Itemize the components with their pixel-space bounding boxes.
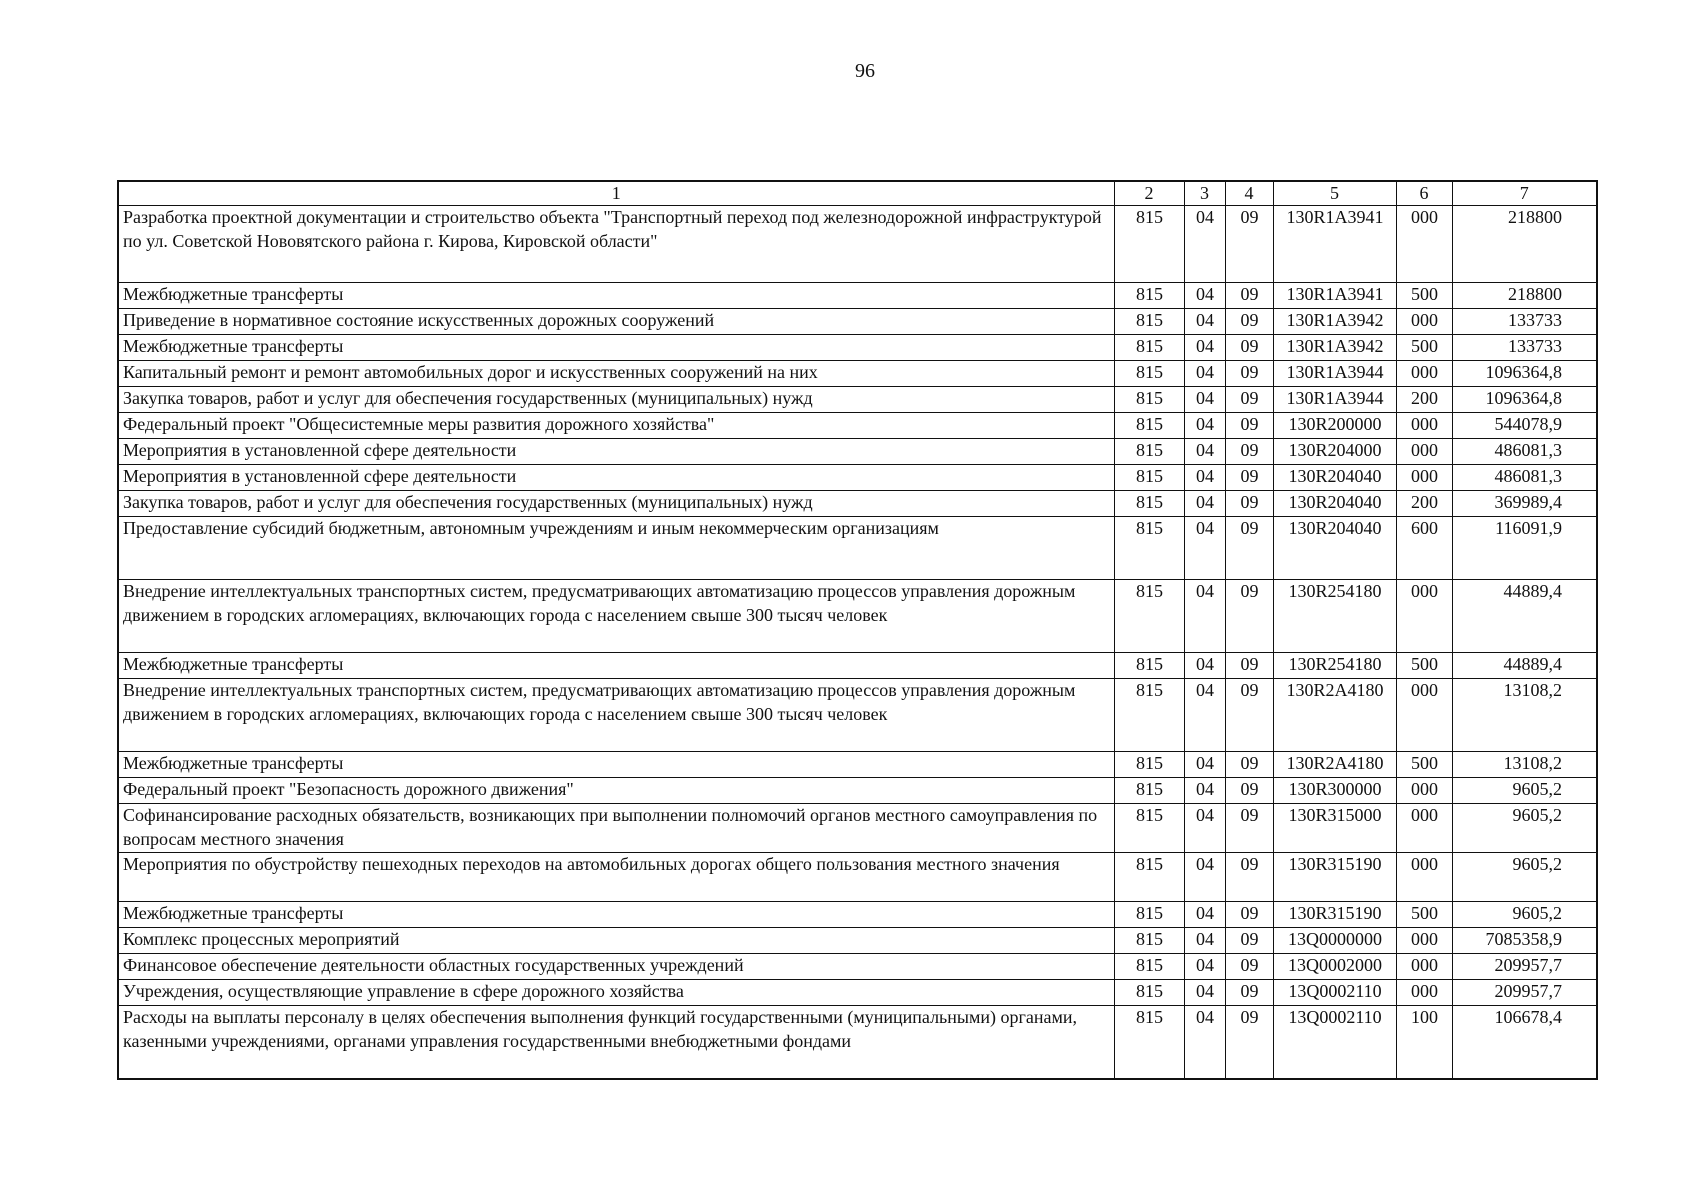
row-section: 04 [1184, 413, 1225, 439]
row-expense-type: 000 [1396, 778, 1452, 804]
table-header [118, 181, 1597, 206]
row-section: 04 [1184, 283, 1225, 309]
row-amount: 1096364,8 [1452, 361, 1597, 387]
row-subsection: 09 [1225, 954, 1273, 980]
table-row [118, 517, 1597, 580]
column-header-4: 4 [1225, 181, 1273, 206]
row-name: Межбюджетные трансферты [118, 902, 1114, 928]
row-ministry-code: 815 [1114, 413, 1184, 439]
row-section: 04 [1184, 335, 1225, 361]
table-row [118, 439, 1597, 465]
row-ministry-code: 815 [1114, 361, 1184, 387]
table-row [118, 653, 1597, 679]
row-target-article: 130R1A3941 [1273, 206, 1396, 283]
row-amount: 106678,4 [1452, 1006, 1597, 1080]
row-expense-type: 500 [1396, 283, 1452, 309]
row-subsection: 09 [1225, 206, 1273, 283]
row-ministry-code: 815 [1114, 439, 1184, 465]
row-name: Федеральный проект "Безопасность дорожного движения" [118, 778, 1114, 804]
row-subsection: 09 [1225, 283, 1273, 309]
column-header-3: 3 [1184, 181, 1225, 206]
row-section: 04 [1184, 517, 1225, 580]
row-expense-type: 000 [1396, 679, 1452, 752]
row-ministry-code: 815 [1114, 309, 1184, 335]
row-section: 04 [1184, 653, 1225, 679]
column-header-5: 5 [1273, 181, 1396, 206]
row-ministry-code: 815 [1114, 853, 1184, 902]
table-row [118, 928, 1597, 954]
row-ministry-code: 815 [1114, 980, 1184, 1006]
row-amount: 7085358,9 [1452, 928, 1597, 954]
table-row [118, 465, 1597, 491]
row-target-article: 130R315000 [1273, 804, 1396, 853]
row-amount: 209957,7 [1452, 954, 1597, 980]
table-row [118, 413, 1597, 439]
row-section: 04 [1184, 980, 1225, 1006]
row-ministry-code: 815 [1114, 1006, 1184, 1080]
row-subsection: 09 [1225, 1006, 1273, 1080]
row-expense-type: 000 [1396, 413, 1452, 439]
row-amount: 9605,2 [1452, 902, 1597, 928]
row-subsection: 09 [1225, 653, 1273, 679]
row-section: 04 [1184, 804, 1225, 853]
row-expense-type: 000 [1396, 309, 1452, 335]
row-target-article: 13Q0002110 [1273, 1006, 1396, 1080]
row-target-article: 130R1A3944 [1273, 361, 1396, 387]
row-subsection: 09 [1225, 853, 1273, 902]
row-ministry-code: 815 [1114, 928, 1184, 954]
row-section: 04 [1184, 206, 1225, 283]
row-target-article: 130R204040 [1273, 517, 1396, 580]
row-section: 04 [1184, 491, 1225, 517]
row-amount: 133733 [1452, 335, 1597, 361]
table-row [118, 206, 1597, 283]
row-name: Мероприятия в установленной сфере деятельности [118, 465, 1114, 491]
row-expense-type: 000 [1396, 853, 1452, 902]
row-target-article: 13Q0002110 [1273, 980, 1396, 1006]
table-row [118, 980, 1597, 1006]
row-section: 04 [1184, 954, 1225, 980]
row-expense-type: 500 [1396, 335, 1452, 361]
page-number: 96 [855, 60, 875, 82]
row-name: Федеральный проект "Общесистемные меры развития дорожного хозяйства" [118, 413, 1114, 439]
budget-table [117, 180, 1598, 1080]
row-ministry-code: 815 [1114, 465, 1184, 491]
row-expense-type: 500 [1396, 653, 1452, 679]
row-target-article: 130R2A4180 [1273, 679, 1396, 752]
row-ministry-code: 815 [1114, 491, 1184, 517]
row-section: 04 [1184, 580, 1225, 653]
row-ministry-code: 815 [1114, 387, 1184, 413]
row-subsection: 09 [1225, 413, 1273, 439]
row-name: Капитальный ремонт и ремонт автомобильных дорог и искусственных сооружений на них [118, 361, 1114, 387]
row-section: 04 [1184, 679, 1225, 752]
row-amount: 9605,2 [1452, 804, 1597, 853]
row-target-article: 130R204000 [1273, 439, 1396, 465]
row-section: 04 [1184, 928, 1225, 954]
table-body [118, 206, 1597, 1080]
row-section: 04 [1184, 465, 1225, 491]
row-amount: 486081,3 [1452, 465, 1597, 491]
row-amount: 44889,4 [1452, 653, 1597, 679]
row-target-article: 130R254180 [1273, 653, 1396, 679]
row-amount: 133733 [1452, 309, 1597, 335]
row-amount: 9605,2 [1452, 778, 1597, 804]
row-name: Разработка проектной документации и строительство объекта "Транспортный переход под железнодорожной инфраструктурой по ул. Советской Нововятского района г. Кирова, Кировской области" [118, 206, 1114, 283]
row-subsection: 09 [1225, 928, 1273, 954]
row-name: Софинансирование расходных обязательств, возникающих при выполнении полномочий органов местного самоуправления по вопросам местного значения [118, 804, 1114, 853]
row-amount: 116091,9 [1452, 517, 1597, 580]
row-target-article: 130R1A3942 [1273, 335, 1396, 361]
table-row [118, 491, 1597, 517]
row-section: 04 [1184, 853, 1225, 902]
row-expense-type: 100 [1396, 1006, 1452, 1080]
row-target-article: 130R2A4180 [1273, 752, 1396, 778]
column-header-7: 7 [1452, 181, 1597, 206]
row-expense-type: 200 [1396, 387, 1452, 413]
row-expense-type: 500 [1396, 902, 1452, 928]
row-name: Мероприятия в установленной сфере деятельности [118, 439, 1114, 465]
row-ministry-code: 815 [1114, 517, 1184, 580]
row-section: 04 [1184, 387, 1225, 413]
table-row [118, 309, 1597, 335]
row-subsection: 09 [1225, 361, 1273, 387]
row-subsection: 09 [1225, 580, 1273, 653]
row-expense-type: 200 [1396, 491, 1452, 517]
row-name: Комплекс процессных мероприятий [118, 928, 1114, 954]
row-target-article: 130R200000 [1273, 413, 1396, 439]
column-header-6: 6 [1396, 181, 1452, 206]
row-target-article: 130R204040 [1273, 491, 1396, 517]
row-amount: 209957,7 [1452, 980, 1597, 1006]
row-subsection: 09 [1225, 491, 1273, 517]
row-ministry-code: 815 [1114, 580, 1184, 653]
row-subsection: 09 [1225, 335, 1273, 361]
row-ministry-code: 815 [1114, 335, 1184, 361]
row-name: Внедрение интеллектуальных транспортных систем, предусматривающих автоматизацию процессов управления дорожным движением в городских агломерациях, включающих города с населением свыше 300 тысяч человек [118, 679, 1114, 752]
row-ministry-code: 815 [1114, 679, 1184, 752]
row-name: Финансовое обеспечение деятельности областных государственных учреждений [118, 954, 1114, 980]
row-section: 04 [1184, 778, 1225, 804]
row-subsection: 09 [1225, 980, 1273, 1006]
table-row [118, 1006, 1597, 1080]
row-name: Мероприятия по обустройству пешеходных переходов на автомобильных дорогах общего пользования местного значения [118, 853, 1114, 902]
row-name: Расходы на выплаты персоналу в целях обеспечения выполнения функций государственными (муниципальными) органами, казенными учреждениями, органами управления государственными внебюджетными фондами [118, 1006, 1114, 1080]
row-subsection: 09 [1225, 679, 1273, 752]
row-name: Межбюджетные трансферты [118, 752, 1114, 778]
table-row [118, 902, 1597, 928]
row-name: Учреждения, осуществляющие управление в сфере дорожного хозяйства [118, 980, 1114, 1006]
row-amount: 218800 [1452, 283, 1597, 309]
row-subsection: 09 [1225, 387, 1273, 413]
row-expense-type: 000 [1396, 439, 1452, 465]
row-target-article: 130R1A3942 [1273, 309, 1396, 335]
row-ministry-code: 815 [1114, 206, 1184, 283]
row-subsection: 09 [1225, 309, 1273, 335]
row-ministry-code: 815 [1114, 283, 1184, 309]
row-subsection: 09 [1225, 804, 1273, 853]
row-expense-type: 000 [1396, 980, 1452, 1006]
row-ministry-code: 815 [1114, 778, 1184, 804]
table-row [118, 853, 1597, 902]
row-ministry-code: 815 [1114, 752, 1184, 778]
row-ministry-code: 815 [1114, 954, 1184, 980]
row-subsection: 09 [1225, 465, 1273, 491]
table-row [118, 778, 1597, 804]
row-section: 04 [1184, 902, 1225, 928]
row-name: Закупка товаров, работ и услуг для обеспечения государственных (муниципальных) нужд [118, 491, 1114, 517]
row-expense-type: 000 [1396, 954, 1452, 980]
row-amount: 13108,2 [1452, 679, 1597, 752]
row-amount: 9605,2 [1452, 853, 1597, 902]
row-section: 04 [1184, 752, 1225, 778]
column-header-1: 1 [118, 181, 1114, 206]
row-target-article: 130R204040 [1273, 465, 1396, 491]
row-expense-type: 000 [1396, 580, 1452, 653]
row-amount: 369989,4 [1452, 491, 1597, 517]
row-subsection: 09 [1225, 439, 1273, 465]
table-row [118, 679, 1597, 752]
row-amount: 544078,9 [1452, 413, 1597, 439]
row-name: Приведение в нормативное состояние искусственных дорожных сооружений [118, 309, 1114, 335]
row-amount: 1096364,8 [1452, 387, 1597, 413]
row-name: Внедрение интеллектуальных транспортных систем, предусматривающих автоматизацию процессов управления дорожным движением в городских агломерациях, включающих города с населением свыше 300 тысяч человек [118, 580, 1114, 653]
row-amount: 13108,2 [1452, 752, 1597, 778]
row-expense-type: 000 [1396, 804, 1452, 853]
row-subsection: 09 [1225, 778, 1273, 804]
row-expense-type: 600 [1396, 517, 1452, 580]
row-expense-type: 500 [1396, 752, 1452, 778]
table-row [118, 387, 1597, 413]
row-target-article: 130R315190 [1273, 902, 1396, 928]
row-ministry-code: 815 [1114, 804, 1184, 853]
row-amount: 44889,4 [1452, 580, 1597, 653]
row-name: Межбюджетные трансферты [118, 653, 1114, 679]
row-target-article: 13Q0000000 [1273, 928, 1396, 954]
row-ministry-code: 815 [1114, 902, 1184, 928]
row-subsection: 09 [1225, 517, 1273, 580]
header-row [118, 181, 1597, 206]
row-name: Закупка товаров, работ и услуг для обеспечения государственных (муниципальных) нужд [118, 387, 1114, 413]
row-target-article: 130R315190 [1273, 853, 1396, 902]
row-section: 04 [1184, 439, 1225, 465]
table-row [118, 580, 1597, 653]
row-name: Межбюджетные трансферты [118, 335, 1114, 361]
row-expense-type: 000 [1396, 206, 1452, 283]
column-header-2: 2 [1114, 181, 1184, 206]
row-amount: 218800 [1452, 206, 1597, 283]
table-row [118, 804, 1597, 853]
row-ministry-code: 815 [1114, 653, 1184, 679]
table-row [118, 954, 1597, 980]
table-row [118, 283, 1597, 309]
row-target-article: 13Q0002000 [1273, 954, 1396, 980]
row-section: 04 [1184, 361, 1225, 387]
row-target-article: 130R1A3944 [1273, 387, 1396, 413]
row-amount: 486081,3 [1452, 439, 1597, 465]
row-name: Межбюджетные трансферты [118, 283, 1114, 309]
row-target-article: 130R254180 [1273, 580, 1396, 653]
table-row [118, 361, 1597, 387]
row-target-article: 130R1A3941 [1273, 283, 1396, 309]
row-section: 04 [1184, 309, 1225, 335]
row-subsection: 09 [1225, 902, 1273, 928]
row-expense-type: 000 [1396, 465, 1452, 491]
row-expense-type: 000 [1396, 928, 1452, 954]
row-expense-type: 000 [1396, 361, 1452, 387]
row-section: 04 [1184, 1006, 1225, 1080]
table-row [118, 335, 1597, 361]
row-name: Предоставление субсидий бюджетным, автономным учреждениям и иным некоммерческим организациям [118, 517, 1114, 580]
table-row [118, 752, 1597, 778]
row-target-article: 130R300000 [1273, 778, 1396, 804]
row-subsection: 09 [1225, 752, 1273, 778]
